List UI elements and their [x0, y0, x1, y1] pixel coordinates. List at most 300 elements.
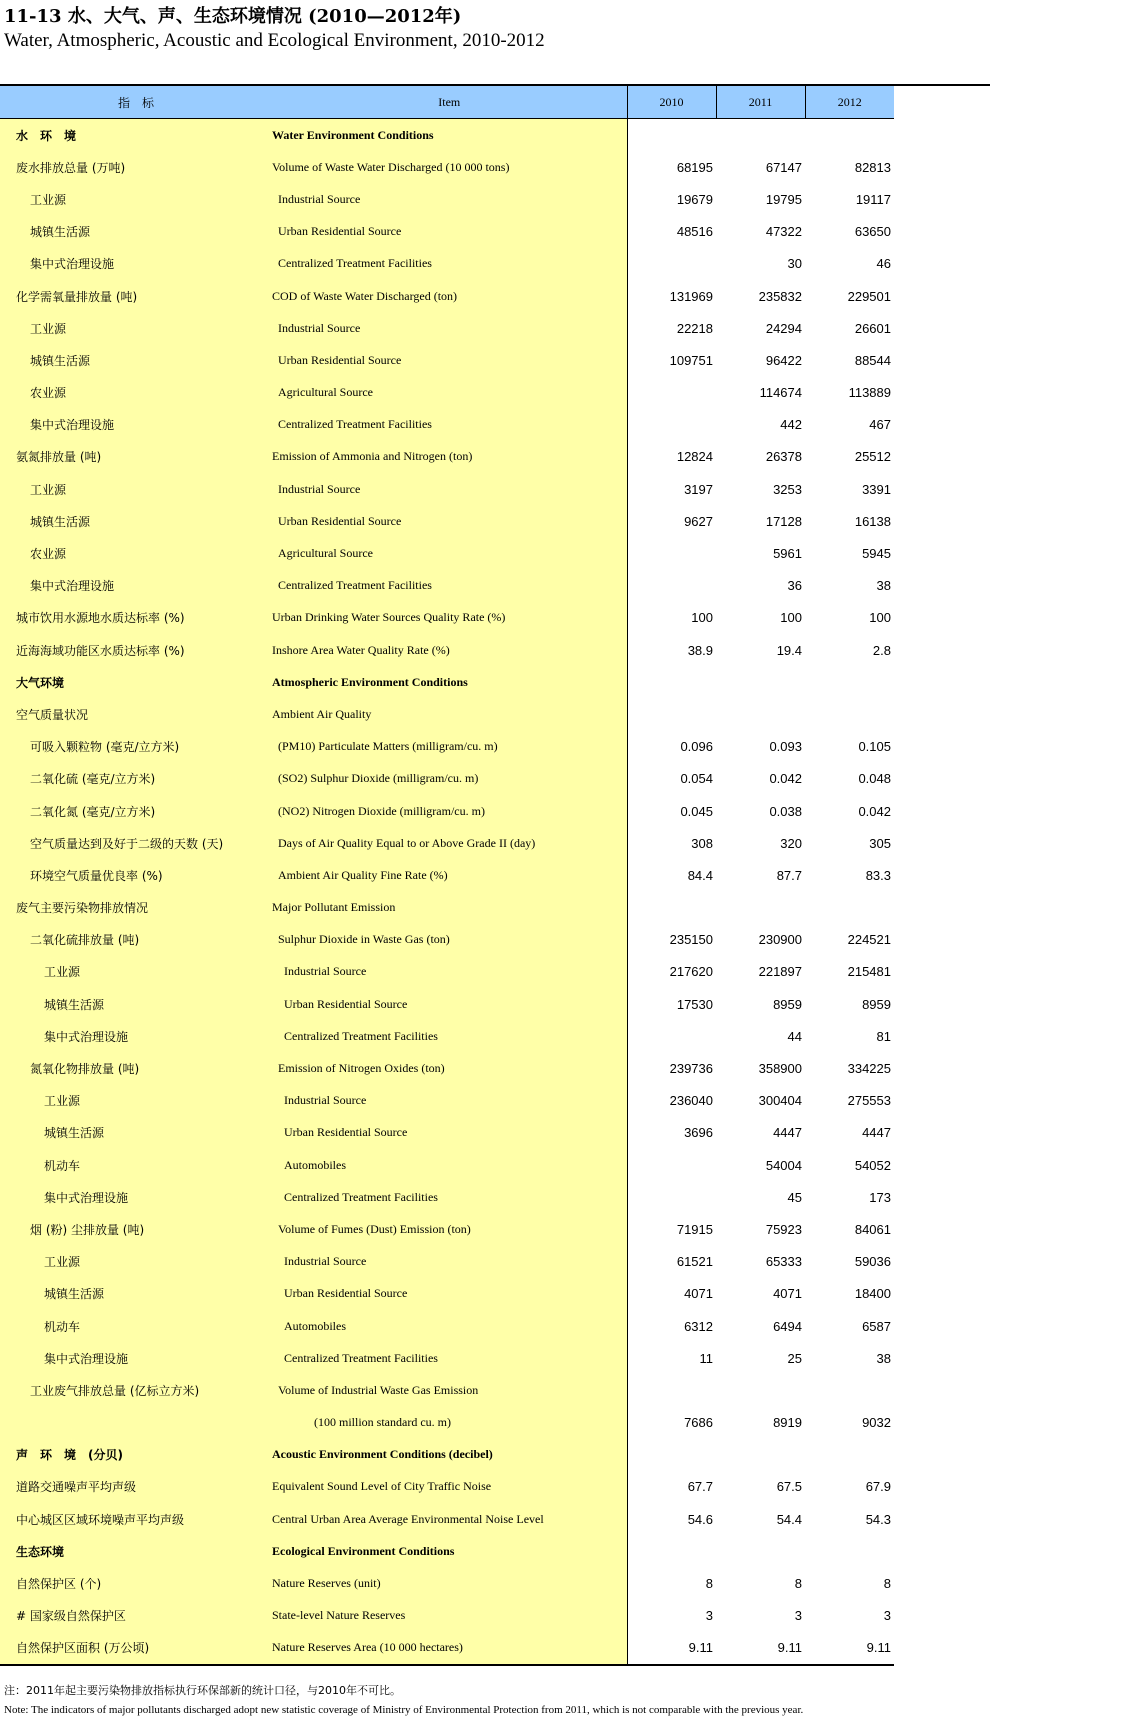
indicator-en: Water Environment Conditions: [272, 119, 627, 152]
value-2011: 114674: [759, 385, 802, 401]
value-2010: 7686: [684, 1415, 713, 1431]
row-spacer: [894, 666, 990, 698]
header-year-2011: 2011: [716, 86, 805, 119]
value-2011: 3: [794, 1608, 802, 1624]
value-2011: 25: [787, 1350, 802, 1366]
value-2012: 8959: [862, 996, 891, 1012]
value-2010: [627, 666, 716, 698]
value-2010: 22218: [676, 320, 713, 336]
indicator-cn: 城镇生活源: [0, 1278, 272, 1310]
table-row: [0, 1246, 990, 1278]
indicator-cn: 大气环境: [0, 666, 272, 698]
row-spacer: [894, 1213, 990, 1245]
header-indicator: 指 标: [0, 86, 272, 119]
row-spacer: [894, 698, 990, 730]
value-2010: [627, 1439, 716, 1471]
value-2011: 4447: [773, 1125, 802, 1141]
indicator-en: Ambient Air Quality Fine Rate (%): [272, 859, 627, 891]
table-row: [0, 827, 990, 859]
value-2011: [716, 1535, 805, 1567]
value-2010: 217620: [669, 964, 713, 980]
value-2011: 221897: [758, 964, 802, 980]
value-2012: 9032: [862, 1415, 891, 1431]
indicator-cn: 中心城区区域环境噪声平均声级: [0, 1503, 272, 1535]
value-2012: 173: [869, 1189, 891, 1205]
value-2011: [716, 666, 805, 698]
value-2010: [627, 1020, 716, 1052]
row-spacer: [894, 763, 990, 795]
value-2011: 8: [794, 1576, 802, 1592]
indicator-cn: 二氧化氮 (毫克/立方米): [0, 795, 272, 827]
value-2011: 8919: [773, 1415, 802, 1431]
indicator-cn: 空气质量状况: [0, 698, 272, 730]
table-row: [0, 505, 990, 537]
value-2011: 19.4: [776, 642, 802, 658]
row-spacer: [894, 1567, 990, 1599]
indicator-en: Urban Residential Source: [272, 1278, 627, 1310]
indicator-en: Major Pollutant Emission: [272, 892, 627, 924]
row-spacer: [894, 537, 990, 569]
indicator-en: Volume of Industrial Waste Gas Emission: [272, 1374, 627, 1406]
value-2010: 71915: [676, 1221, 713, 1237]
table-row: [0, 763, 990, 795]
row-spacer: [894, 1632, 990, 1665]
table-row: [0, 1503, 990, 1535]
value-2012: 16138: [854, 513, 891, 529]
indicator-en: Days of Air Quality Equal to or Above Grade II (day): [272, 827, 627, 859]
value-2010: 61521: [676, 1254, 713, 1270]
table-row: [0, 698, 990, 730]
value-2012: [805, 666, 894, 698]
indicator-cn: 农业源: [0, 537, 272, 569]
value-2011: 87.7: [776, 867, 802, 883]
indicator-cn: 空气质量达到及好于二级的天数 (天): [0, 827, 272, 859]
value-2011: 75923: [765, 1221, 802, 1237]
indicator-en: Emission of Nitrogen Oxides (ton): [272, 1052, 627, 1084]
row-spacer: [894, 1439, 990, 1471]
indicator-cn: 废水排放总量 (万吨): [0, 151, 272, 183]
value-2012: 275553: [847, 1093, 891, 1109]
indicator-en: Industrial Source: [272, 183, 627, 215]
value-2012: 83.3: [865, 867, 891, 883]
table-row: [0, 409, 990, 441]
indicator-cn: 道路交通噪声平均声级: [0, 1471, 272, 1503]
value-2011: 9.11: [716, 1632, 805, 1665]
table-row: [0, 634, 990, 666]
indicator-cn: 集中式治理设施: [0, 570, 272, 602]
value-2011: [716, 698, 805, 730]
indicator-en: Centralized Treatment Facilities: [272, 248, 627, 280]
value-2011: 230900: [758, 932, 802, 948]
indicator-cn: 烟 (粉) 尘排放量 (吨): [0, 1213, 272, 1245]
row-spacer: [894, 1181, 990, 1213]
table-row: [0, 570, 990, 602]
table-row: [0, 1278, 990, 1310]
footnote-cn: 注：2011年起主要污染物排放指标执行环保部新的统计口径，与2010年不可比。: [4, 1684, 401, 1697]
table-row: [0, 183, 990, 215]
value-2012: 59036: [854, 1254, 891, 1270]
indicator-cn: 工业源: [0, 1085, 272, 1117]
row-spacer: [894, 216, 990, 248]
indicator-en: Atmospheric Environment Conditions: [272, 666, 627, 698]
value-2012: 88544: [854, 352, 891, 368]
value-2010: [627, 892, 716, 924]
indicator-en: Automobiles: [272, 1149, 627, 1181]
value-2012: 18400: [854, 1286, 891, 1302]
indicator-cn: 集中式治理设施: [0, 1181, 272, 1213]
row-spacer: [894, 988, 990, 1020]
header-spacer: [894, 86, 990, 119]
indicator-en: (100 million standard cu. m): [272, 1407, 627, 1439]
indicator-cn: 城镇生活源: [0, 988, 272, 1020]
value-2011: 442: [780, 417, 802, 433]
row-spacer: [894, 505, 990, 537]
value-2010: 308: [691, 835, 713, 851]
indicator-en: Ambient Air Quality: [272, 698, 627, 730]
table-row: [0, 473, 990, 505]
value-2012: 9.11: [805, 1632, 894, 1665]
indicator-en: Agricultural Source: [272, 377, 627, 409]
indicator-cn: 集中式治理设施: [0, 1342, 272, 1374]
value-2011: [716, 1439, 805, 1471]
value-2012: 215481: [847, 964, 891, 980]
value-2010: [627, 537, 716, 569]
row-spacer: [894, 1535, 990, 1567]
header-item: Item: [272, 86, 627, 119]
row-spacer: [894, 1503, 990, 1535]
value-2010: 3197: [684, 481, 713, 497]
indicator-en: Centralized Treatment Facilities: [272, 409, 627, 441]
table-row: [0, 666, 990, 698]
row-spacer: [894, 280, 990, 312]
indicator-cn: 工业源: [0, 183, 272, 215]
value-2011: 19795: [765, 191, 802, 207]
table-row: [0, 1310, 990, 1342]
value-2011: 3253: [773, 481, 802, 497]
header-year-2010: 2010: [627, 86, 716, 119]
indicator-cn: [0, 1407, 272, 1439]
indicator-cn: 氨氮排放量 (吨): [0, 441, 272, 473]
value-2011: 4071: [773, 1286, 802, 1302]
row-spacer: [894, 795, 990, 827]
value-2011: 36: [787, 578, 802, 594]
indicator-en: Volume of Waste Water Discharged (10 000 tons): [272, 151, 627, 183]
row-spacer: [894, 731, 990, 763]
indicator-cn: 二氧化硫排放量 (吨): [0, 924, 272, 956]
indicator-en: Equivalent Sound Level of City Traffic Noise: [272, 1471, 627, 1503]
value-2012: 100: [869, 610, 891, 626]
value-2011: 47322: [765, 224, 802, 240]
indicator-en: Industrial Source: [272, 1085, 627, 1117]
indicator-cn: 机动车: [0, 1310, 272, 1342]
indicator-en: Industrial Source: [272, 312, 627, 344]
value-2010: 68195: [676, 159, 713, 175]
row-spacer: [894, 1052, 990, 1084]
table-row: [0, 377, 990, 409]
value-2012: 224521: [847, 932, 891, 948]
indicator-en: State-level Nature Reserves: [272, 1600, 627, 1632]
value-2011: 300404: [758, 1093, 802, 1109]
value-2010: [627, 698, 716, 730]
table-row: [0, 1181, 990, 1213]
row-spacer: [894, 1117, 990, 1149]
value-2012: 5945: [862, 546, 891, 562]
value-2011: 5961: [773, 546, 802, 562]
value-2010: 3696: [684, 1125, 713, 1141]
value-2010: 17530: [676, 996, 713, 1012]
indicator-cn: 工业源: [0, 956, 272, 988]
indicator-cn: 氮氧化物排放量 (吨): [0, 1052, 272, 1084]
value-2011: [716, 1374, 805, 1406]
table-row: [0, 892, 990, 924]
indicator-en: Automobiles: [272, 1310, 627, 1342]
row-spacer: [894, 473, 990, 505]
indicator-en: Nature Reserves Area (10 000 hectares): [272, 1632, 627, 1665]
page-title-cn: 11-13 水、大气、声、生态环境情况 (2010—2012年): [4, 6, 462, 27]
value-2012: 113889: [848, 385, 891, 401]
indicator-cn: 二氧化硫 (毫克/立方米): [0, 763, 272, 795]
value-2012: [805, 698, 894, 730]
row-spacer: [894, 634, 990, 666]
indicator-en: Centralized Treatment Facilities: [272, 1181, 627, 1213]
value-2012: 4447: [862, 1125, 891, 1141]
value-2012: 3391: [862, 481, 891, 497]
row-spacer: [894, 1278, 990, 1310]
row-spacer: [894, 602, 990, 634]
value-2010: 54.6: [687, 1511, 713, 1527]
value-2010: 109751: [669, 352, 713, 368]
indicator-en: (NO2) Nitrogen Dioxide (milligram/cu. m): [272, 795, 627, 827]
table-row: [0, 344, 990, 376]
indicator-cn: 集中式治理设施: [0, 1020, 272, 1052]
value-2011: 67147: [765, 159, 802, 175]
indicator-cn: 自然保护区面积 (万公顷): [0, 1632, 272, 1665]
row-spacer: [894, 1310, 990, 1342]
table-row: [0, 1407, 990, 1439]
value-2011: 0.042: [769, 771, 802, 787]
indicator-cn: 城镇生活源: [0, 1117, 272, 1149]
table-row: [0, 1439, 990, 1471]
indicator-en: Sulphur Dioxide in Waste Gas (ton): [272, 924, 627, 956]
row-spacer: [894, 1085, 990, 1117]
indicator-cn: 近海海域功能区水质达标率 (%): [0, 634, 272, 666]
indicator-cn: 工业源: [0, 312, 272, 344]
row-spacer: [894, 1471, 990, 1503]
indicator-en: Industrial Source: [272, 473, 627, 505]
indicator-cn: 集中式治理设施: [0, 409, 272, 441]
value-2012: 3: [883, 1608, 891, 1624]
row-spacer: [894, 924, 990, 956]
indicator-cn: 工业废气排放总量 (亿标立方米): [0, 1374, 272, 1406]
value-2010: [627, 1374, 716, 1406]
value-2012: 0.048: [858, 771, 891, 787]
value-2010: [627, 409, 716, 441]
value-2012: [805, 892, 894, 924]
indicator-cn: 环境空气质量优良率 (%): [0, 859, 272, 891]
indicator-cn: 集中式治理设施: [0, 248, 272, 280]
indicator-en: Urban Residential Source: [272, 988, 627, 1020]
value-2011: 358900: [758, 1061, 802, 1077]
value-2012: 0.105: [858, 739, 891, 755]
row-spacer: [894, 859, 990, 891]
value-2011: 100: [780, 610, 802, 626]
row-spacer: [894, 570, 990, 602]
table-row: [0, 216, 990, 248]
indicator-cn: 水 环 境: [0, 119, 272, 152]
table-row: [0, 1535, 990, 1567]
value-2010: 8: [705, 1576, 713, 1592]
value-2011: 54.4: [776, 1511, 802, 1527]
row-spacer: [894, 1600, 990, 1632]
row-spacer: [894, 1020, 990, 1052]
indicator-cn: 城镇生活源: [0, 344, 272, 376]
table-row: [0, 280, 990, 312]
table-row: [0, 731, 990, 763]
row-spacer: [894, 827, 990, 859]
value-2010: [627, 1149, 716, 1181]
environment-table: [0, 86, 990, 1666]
value-2010: [627, 1181, 716, 1213]
indicator-cn: 废气主要污染物排放情况: [0, 892, 272, 924]
table-header-row: [0, 86, 990, 119]
indicator-en: Industrial Source: [272, 1246, 627, 1278]
table-row: [0, 859, 990, 891]
table-row: [0, 1567, 990, 1599]
row-spacer: [894, 892, 990, 924]
value-2010: 236040: [669, 1093, 713, 1109]
value-2012: 19117: [855, 191, 891, 207]
indicator-cn: # 国家级自然保护区: [0, 1600, 272, 1632]
row-spacer: [894, 441, 990, 473]
table-row: [0, 924, 990, 956]
value-2011: 6494: [773, 1318, 802, 1334]
value-2011: [716, 119, 805, 152]
indicator-cn: 城市饮用水源地水质达标率 (%): [0, 602, 272, 634]
footnote-en: Note: The indicators of major pollutants discharged adopt new statistic coverage of Ministry of Environmental Protection from 2011, which is not comparable with the previous year.: [4, 1704, 804, 1716]
value-2012: 8: [883, 1576, 891, 1592]
value-2010: 235150: [669, 932, 713, 948]
indicator-en: Agricultural Source: [272, 537, 627, 569]
row-spacer: [894, 377, 990, 409]
indicator-en: Urban Residential Source: [272, 1117, 627, 1149]
value-2012: 26601: [854, 320, 891, 336]
indicator-en: Volume of Fumes (Dust) Emission (ton): [272, 1213, 627, 1245]
value-2012: 2.8: [872, 642, 891, 658]
row-spacer: [894, 119, 990, 152]
value-2011: 235832: [758, 288, 802, 304]
value-2012: 63650: [854, 224, 891, 240]
value-2012: 38: [876, 1350, 891, 1366]
value-2011: 8959: [773, 996, 802, 1012]
value-2010: 3: [705, 1608, 713, 1624]
indicator-cn: 城镇生活源: [0, 216, 272, 248]
value-2010: [627, 119, 716, 152]
table-row: [0, 119, 990, 152]
indicator-en: Centralized Treatment Facilities: [272, 1342, 627, 1374]
value-2012: 54052: [854, 1157, 891, 1173]
indicator-en: Urban Drinking Water Sources Quality Rate (%): [272, 602, 627, 634]
value-2011: 30: [787, 256, 802, 272]
value-2010: 48516: [676, 224, 713, 240]
page-title-en: Water, Atmospheric, Acoustic and Ecological Environment, 2010-2012: [4, 30, 545, 51]
table-row: [0, 1213, 990, 1245]
indicator-cn: 工业源: [0, 473, 272, 505]
indicator-en: Centralized Treatment Facilities: [272, 1020, 627, 1052]
value-2010: 0.045: [680, 803, 713, 819]
table-row: [0, 1149, 990, 1181]
indicator-cn: 城镇生活源: [0, 505, 272, 537]
value-2012: 84061: [854, 1221, 891, 1237]
indicator-cn: 声 环 境 (分贝): [0, 1439, 272, 1471]
value-2012: 229501: [847, 288, 891, 304]
table-row: [0, 1020, 990, 1052]
table-row: [0, 1052, 990, 1084]
value-2010: [627, 570, 716, 602]
table-row: [0, 1632, 990, 1665]
value-2010: 0.054: [680, 771, 713, 787]
row-spacer: [894, 344, 990, 376]
value-2010: 19679: [676, 191, 713, 207]
value-2012: 46: [876, 256, 891, 272]
value-2011: 44: [787, 1028, 802, 1044]
indicator-cn: 农业源: [0, 377, 272, 409]
value-2010: 67.7: [687, 1479, 713, 1495]
table-row: [0, 151, 990, 183]
indicator-en: Central Urban Area Average Environmental Noise Level: [272, 1503, 627, 1535]
value-2011: [716, 892, 805, 924]
table-row: [0, 1085, 990, 1117]
row-spacer: [894, 1407, 990, 1439]
indicator-en: Industrial Source: [272, 956, 627, 988]
table-row: [0, 1117, 990, 1149]
value-2012: 67.9: [865, 1479, 891, 1495]
table-row: [0, 1471, 990, 1503]
indicator-cn: 可吸入颗粒物 (毫克/立方米): [0, 731, 272, 763]
value-2011: 96422: [765, 352, 802, 368]
value-2012: 82813: [854, 159, 891, 175]
indicator-en: (SO2) Sulphur Dioxide (milligram/cu. m): [272, 763, 627, 795]
value-2011: 0.093: [769, 739, 802, 755]
value-2012: 25512: [854, 449, 891, 465]
value-2012: 54.3: [865, 1511, 891, 1527]
value-2011: 45: [787, 1189, 802, 1205]
value-2012: 6587: [862, 1318, 891, 1334]
value-2010: 38.9: [687, 642, 713, 658]
indicator-en: Urban Residential Source: [272, 505, 627, 537]
indicator-en: Nature Reserves (unit): [272, 1567, 627, 1599]
table-row: [0, 441, 990, 473]
value-2012: [805, 119, 894, 152]
row-spacer: [894, 248, 990, 280]
value-2010: 84.4: [687, 867, 713, 883]
indicator-en: Centralized Treatment Facilities: [272, 570, 627, 602]
table-row: [0, 956, 990, 988]
value-2012: 334225: [847, 1061, 891, 1077]
value-2010: 100: [691, 610, 713, 626]
indicator-en: Urban Residential Source: [272, 216, 627, 248]
table-row: [0, 795, 990, 827]
indicator-en: Acoustic Environment Conditions (decibel): [272, 1439, 627, 1471]
value-2010: [627, 377, 716, 409]
value-2011: 0.038: [769, 803, 802, 819]
row-spacer: [894, 312, 990, 344]
indicator-cn: 自然保护区 (个): [0, 1567, 272, 1599]
value-2010: 0.096: [680, 739, 713, 755]
row-spacer: [894, 1374, 990, 1406]
value-2010: 4071: [684, 1286, 713, 1302]
value-2010: [627, 1535, 716, 1567]
value-2010: 9627: [684, 513, 713, 529]
